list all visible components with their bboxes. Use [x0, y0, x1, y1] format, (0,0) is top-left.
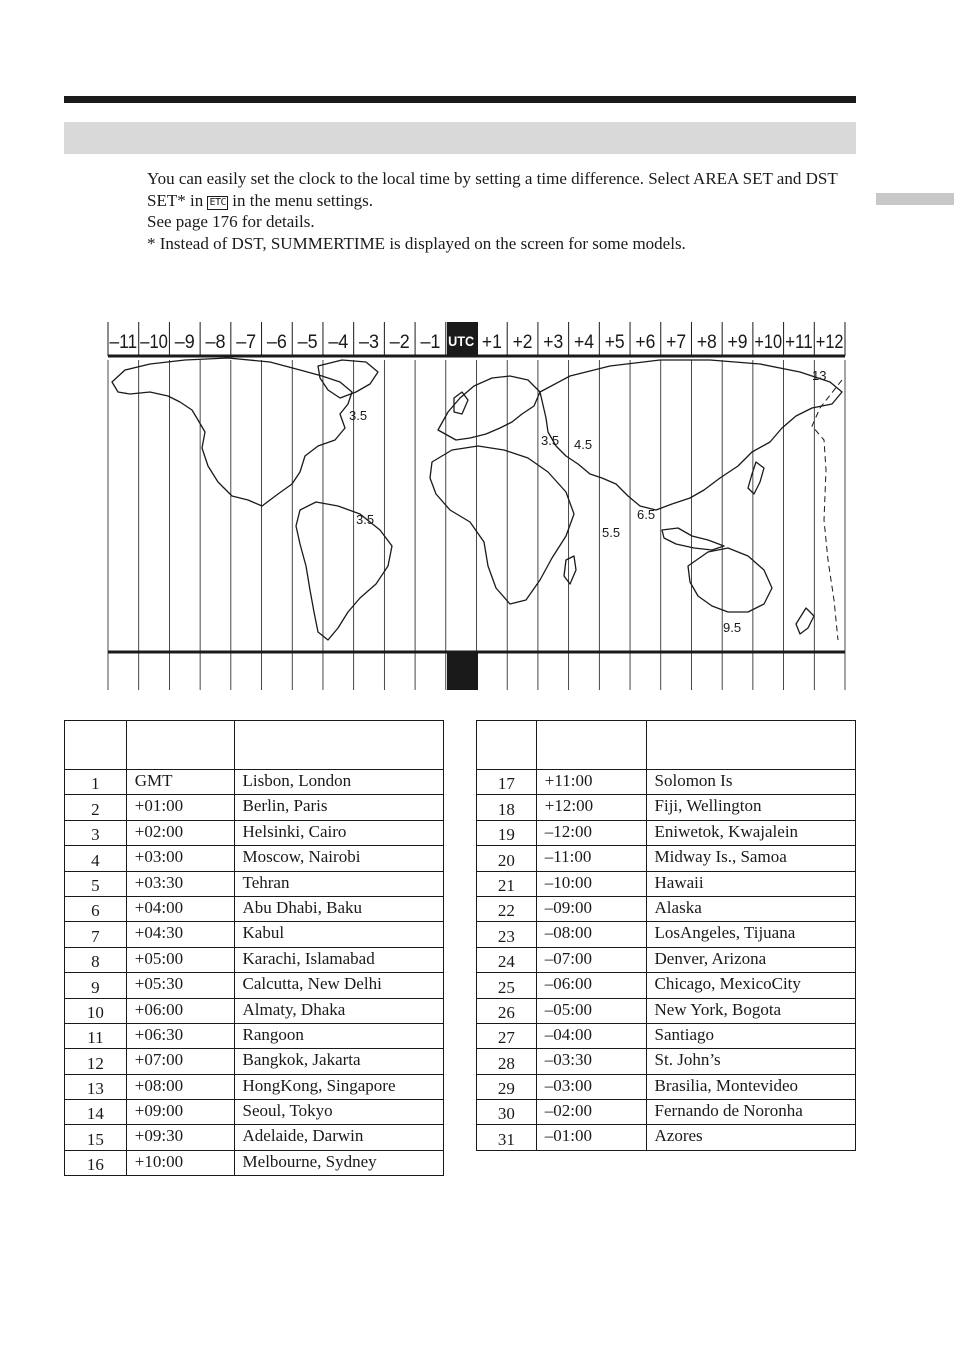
table-row: [477, 1049, 856, 1074]
time-difference-cell: –03:00: [536, 1074, 646, 1099]
table-header-cell: [126, 721, 234, 770]
city-cell: Abu Dhabi, Baku: [234, 896, 443, 921]
offset-label: 5.5: [602, 525, 621, 540]
intro-line2: See page 176 for details.: [147, 212, 315, 231]
time-difference-cell: +04:00: [126, 896, 234, 921]
offset-labels: [349, 368, 826, 635]
table-header-cell: [477, 721, 537, 770]
time-difference-cell: +01:00: [126, 795, 234, 820]
zone-label: –8: [205, 332, 226, 353]
zone-label: +6: [635, 332, 656, 353]
africa-outline: [430, 446, 574, 604]
intro-line3: * Instead of DST, SUMMERTIME is displayed on the screen for some models.: [147, 233, 686, 253]
date-line: [812, 380, 842, 640]
table-row: [477, 1125, 856, 1150]
table-row: [65, 820, 444, 845]
time-difference-cell: –12:00: [536, 820, 646, 845]
zone-label: –2: [389, 332, 410, 353]
table-row: [65, 922, 444, 947]
table-row: [477, 947, 856, 972]
zone-label: –3: [359, 332, 380, 353]
table-row: [65, 871, 444, 896]
area-number-cell: 12: [65, 1049, 127, 1074]
city-cell: Seoul, Tokyo: [234, 1100, 443, 1125]
zone-label: –1: [420, 332, 441, 353]
area-number-cell: 25: [477, 973, 537, 998]
city-cell: Alaska: [646, 896, 855, 921]
zone-label: –9: [174, 332, 195, 353]
table-row: [65, 1125, 444, 1150]
city-cell: Lisbon, London: [234, 770, 443, 795]
area-number-cell: 8: [65, 947, 127, 972]
time-difference-cell: +05:30: [126, 973, 234, 998]
area-number-cell: 4: [65, 846, 127, 871]
zone-label: +4: [573, 332, 595, 353]
zone-label: –10: [140, 332, 168, 353]
intro-line1-part1: You can easily set the clock to the local time by setting a time difference. Select AREA SET and DST SET* in: [147, 169, 838, 210]
table-header-cell: [234, 721, 443, 770]
table-row: [477, 820, 856, 845]
zone-label: +5: [604, 332, 625, 353]
city-cell: Tehran: [234, 871, 443, 896]
area-number-cell: 30: [477, 1100, 537, 1125]
area-table-left: [64, 720, 444, 1176]
zone-label: +10: [754, 332, 783, 353]
offset-label: 13: [812, 368, 827, 383]
table-row: [65, 1100, 444, 1125]
city-cell: HongKong, Singapore: [234, 1074, 443, 1099]
city-cell: New York, Bogota: [646, 998, 855, 1023]
city-cell: Bangkok, Jakarta: [234, 1049, 443, 1074]
area-number-cell: 17: [477, 770, 537, 795]
area-number-cell: 7: [65, 922, 127, 947]
table-row: [477, 922, 856, 947]
time-difference-cell: +11:00: [536, 770, 646, 795]
time-difference-cell: +08:00: [126, 1074, 234, 1099]
area-number-cell: 29: [477, 1074, 537, 1099]
table-row: [65, 998, 444, 1023]
city-cell: LosAngeles, Tijuana: [646, 922, 855, 947]
area-number-cell: 10: [65, 998, 127, 1023]
table-row: [477, 1100, 856, 1125]
city-cell: Denver, Arizona: [646, 947, 855, 972]
city-cell: Moscow, Nairobi: [234, 846, 443, 871]
continent-outlines: [112, 358, 842, 640]
zone-label: +8: [696, 332, 717, 353]
city-cell: Midway Is., Samoa: [646, 846, 855, 871]
city-cell: Karachi, Islamabad: [234, 947, 443, 972]
offset-label: 3.5: [541, 433, 560, 448]
etc-icon: ETC: [209, 196, 227, 208]
time-difference-cell: +04:30: [126, 922, 234, 947]
australia-outline: [688, 548, 772, 612]
area-number-cell: 28: [477, 1049, 537, 1074]
time-difference-cell: +12:00: [536, 795, 646, 820]
zone-label: UTC: [448, 333, 475, 349]
zone-label: –6: [266, 332, 287, 353]
new-zealand-outline: [796, 608, 814, 634]
city-cell: Melbourne, Sydney: [234, 1150, 443, 1175]
zone-label: +1: [481, 332, 502, 353]
time-difference-cell: +05:00: [126, 947, 234, 972]
area-number-cell: 27: [477, 1023, 537, 1048]
table-row: [65, 947, 444, 972]
table-header-cell: [646, 721, 855, 770]
city-cell: Fernando de Noronha: [646, 1100, 855, 1125]
madagascar-outline: [564, 556, 576, 584]
city-cell: Adelaide, Darwin: [234, 1125, 443, 1150]
offset-label: 4.5: [574, 437, 593, 452]
offset-label: 3.5: [356, 512, 375, 527]
time-difference-cell: –04:00: [536, 1023, 646, 1048]
time-difference-cell: GMT: [126, 770, 234, 795]
zone-label: +11: [785, 332, 813, 353]
area-number-cell: 21: [477, 871, 537, 896]
japan-outline: [748, 462, 764, 494]
area-number-cell: 19: [477, 820, 537, 845]
table-row: [65, 795, 444, 820]
city-cell: Brasilia, Montevideo: [646, 1074, 855, 1099]
table-row: [65, 1049, 444, 1074]
city-cell: Calcutta, New Delhi: [234, 973, 443, 998]
table-row: [477, 896, 856, 921]
zone-label: –7: [236, 332, 257, 353]
city-cell: Rangoon: [234, 1023, 443, 1048]
offset-label: 9.5: [723, 620, 742, 635]
time-difference-cell: –05:00: [536, 998, 646, 1023]
zone-label: –11: [109, 332, 138, 353]
area-number-cell: 31: [477, 1125, 537, 1150]
time-difference-cell: –02:00: [536, 1100, 646, 1125]
time-difference-cell: +07:00: [126, 1049, 234, 1074]
greenland-outline: [318, 360, 378, 398]
table-row: [65, 1150, 444, 1175]
utc-highlight-bottom: [447, 652, 478, 690]
table-row: [477, 1074, 856, 1099]
time-difference-cell: –03:30: [536, 1049, 646, 1074]
table-header-row: [477, 721, 856, 770]
area-number-cell: 13: [65, 1074, 127, 1099]
area-number-cell: 3: [65, 820, 127, 845]
table-row: [477, 770, 856, 795]
area-number-cell: 24: [477, 947, 537, 972]
indonesia-outline: [662, 528, 724, 550]
time-difference-cell: –01:00: [536, 1125, 646, 1150]
area-number-cell: 23: [477, 922, 537, 947]
table-row: [477, 795, 856, 820]
time-difference-cell: +03:30: [126, 871, 234, 896]
area-number-cell: 16: [65, 1150, 127, 1175]
area-number-cell: 9: [65, 973, 127, 998]
zone-label: +3: [543, 332, 564, 353]
time-difference-cell: –07:00: [536, 947, 646, 972]
europe-outline: [438, 376, 540, 440]
area-number-cell: 5: [65, 871, 127, 896]
table-header-row: [65, 721, 444, 770]
area-number-cell: 18: [477, 795, 537, 820]
city-cell: Berlin, Paris: [234, 795, 443, 820]
zone-label: +12: [815, 332, 844, 353]
time-difference-cell: –09:00: [536, 896, 646, 921]
time-difference-cell: +03:00: [126, 846, 234, 871]
table-row: [65, 1074, 444, 1099]
time-difference-cell: –06:00: [536, 973, 646, 998]
table-row: [65, 1023, 444, 1048]
table-row: [477, 973, 856, 998]
area-number-cell: 22: [477, 896, 537, 921]
asia-outline: [540, 360, 842, 510]
area-number-cell: 11: [65, 1023, 127, 1048]
time-difference-cell: +02:00: [126, 820, 234, 845]
table-row: [65, 896, 444, 921]
city-cell: St. John’s: [646, 1049, 855, 1074]
time-difference-cell: +06:30: [126, 1023, 234, 1048]
area-number-cell: 6: [65, 896, 127, 921]
city-cell: Eniwetok, Kwajalein: [646, 820, 855, 845]
table-row: [477, 1023, 856, 1048]
city-cell: Solomon Is: [646, 770, 855, 795]
table-row: [65, 846, 444, 871]
table-row: [65, 973, 444, 998]
area-number-cell: 1: [65, 770, 127, 795]
table-header-cell: [65, 721, 127, 770]
city-cell: Hawaii: [646, 871, 855, 896]
area-number-cell: 20: [477, 846, 537, 871]
table-row: [477, 846, 856, 871]
zone-label: –5: [297, 332, 318, 353]
table-row: [65, 770, 444, 795]
area-table-right: [476, 720, 856, 1151]
zone-label: +7: [666, 332, 687, 353]
time-difference-cell: –08:00: [536, 922, 646, 947]
city-cell: Fiji, Wellington: [646, 795, 855, 820]
time-difference-cell: +06:00: [126, 998, 234, 1023]
zone-label: +9: [727, 332, 748, 353]
area-number-cell: 15: [65, 1125, 127, 1150]
offset-label: 6.5: [637, 507, 656, 522]
north-america-outline: [112, 358, 352, 506]
table-row: [477, 998, 856, 1023]
city-cell: Azores: [646, 1125, 855, 1150]
city-cell: Helsinki, Cairo: [234, 820, 443, 845]
table-header-cell: [536, 721, 646, 770]
area-number-cell: 26: [477, 998, 537, 1023]
zone-label: –4: [328, 332, 349, 353]
south-america-outline: [296, 502, 392, 640]
area-number-cell: 2: [65, 795, 127, 820]
time-difference-cell: +09:30: [126, 1125, 234, 1150]
city-cell: Santiago: [646, 1023, 855, 1048]
time-difference-cell: –11:00: [536, 846, 646, 871]
table-row: [477, 871, 856, 896]
time-difference-cell: +09:00: [126, 1100, 234, 1125]
area-number-cell: 14: [65, 1100, 127, 1125]
time-difference-cell: –10:00: [536, 871, 646, 896]
intro-line1-part2: in the menu settings.: [228, 190, 373, 210]
time-difference-cell: +10:00: [126, 1150, 234, 1175]
city-cell: Kabul: [234, 922, 443, 947]
city-cell: Almaty, Dhaka: [234, 998, 443, 1023]
zone-label: +2: [512, 332, 533, 353]
city-cell: Chicago, MexicoCity: [646, 973, 855, 998]
offset-label: 3.5: [349, 408, 368, 423]
